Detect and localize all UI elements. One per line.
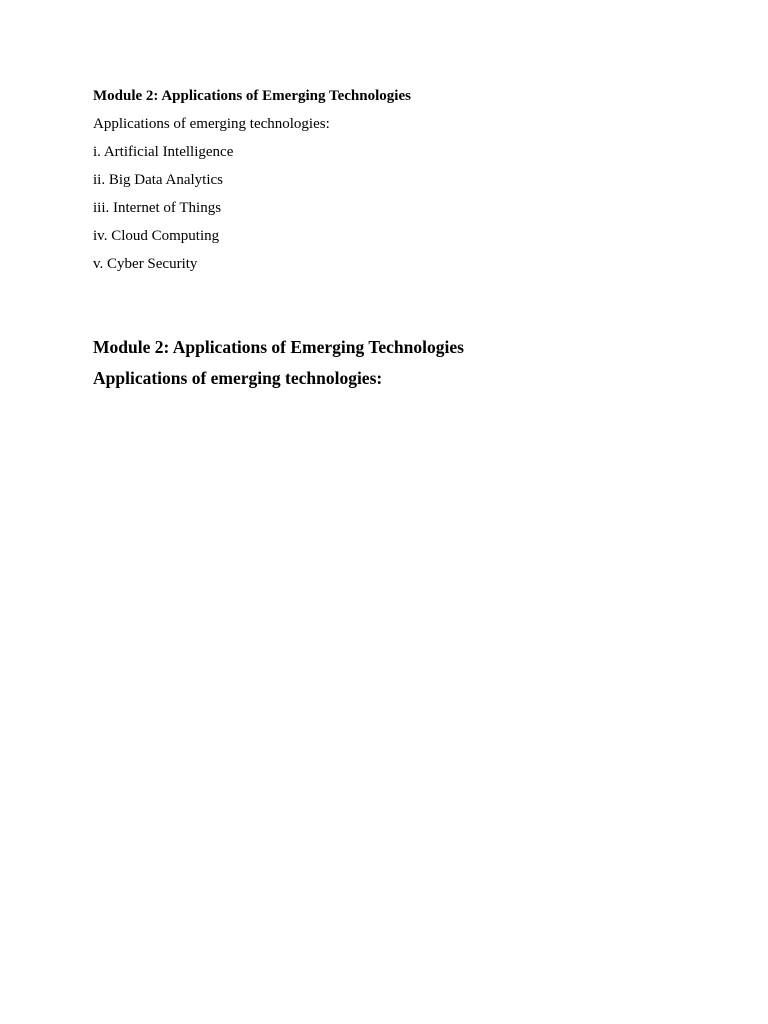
module-subheading: Applications of emerging technologies:	[93, 368, 383, 388]
module-detail-section	[93, 336, 733, 398]
module-intro: Applications of emerging technologies:	[93, 116, 330, 132]
list-item: iii. Internet of Things	[93, 200, 222, 216]
module-heading: Module 2: Applications of Emerging Technologies	[93, 337, 464, 357]
list-item: ii. Big Data Analytics	[93, 172, 223, 188]
list-item: iv. Cloud Computing	[93, 228, 220, 244]
list-item: i. Artificial Intelligence	[93, 144, 234, 160]
module-summary-section	[93, 87, 733, 283]
list-item: v. Cyber Security	[93, 256, 198, 272]
technology-list	[93, 143, 733, 273]
module-title: Module 2: Applications of Emerging Technologies	[93, 88, 411, 104]
